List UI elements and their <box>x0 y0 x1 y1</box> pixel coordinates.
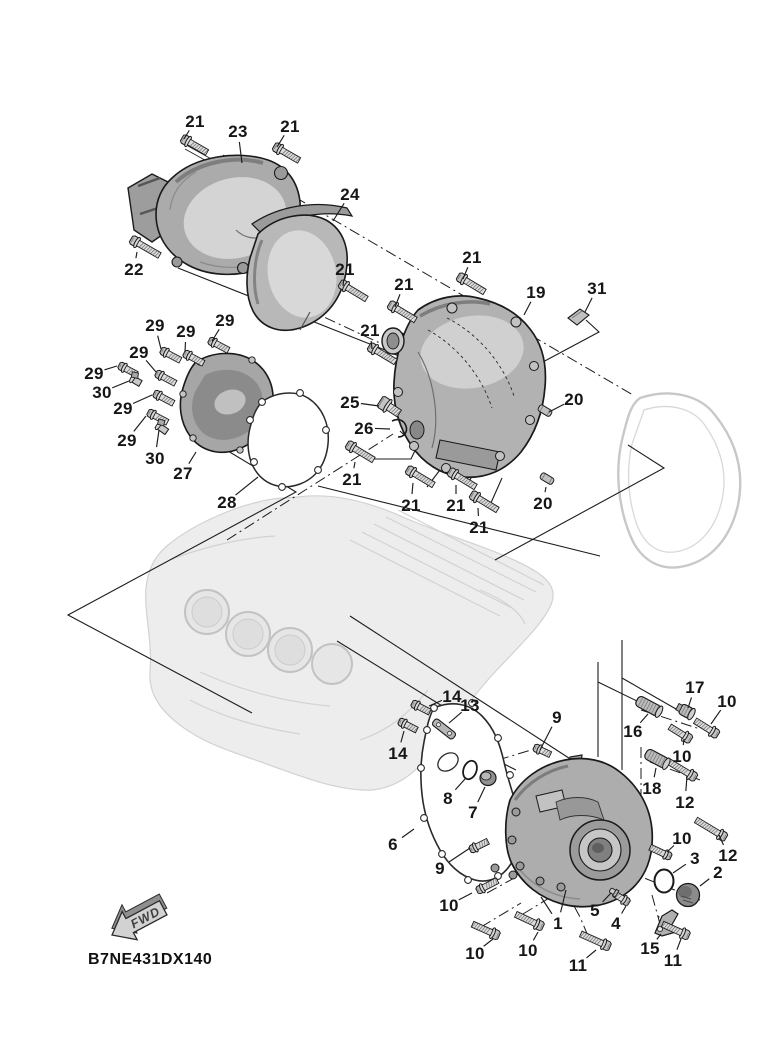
leader-line <box>105 366 117 370</box>
bolt-fastener <box>179 133 210 157</box>
o-ring-3 <box>655 870 674 893</box>
callout-30: 30 <box>92 383 112 402</box>
gasket-outline-faded <box>618 393 740 567</box>
collar-fastener <box>634 694 664 718</box>
callout-24: 24 <box>340 185 360 204</box>
cover-19 <box>382 296 545 477</box>
leader-line <box>711 710 721 724</box>
drawing-code: B7NE431DX140 <box>88 951 213 968</box>
leader-line <box>136 252 137 258</box>
leader-line <box>677 939 681 950</box>
callout-19: 19 <box>526 283 546 302</box>
leader-line <box>134 416 146 431</box>
leader-line <box>585 298 592 312</box>
callout-18: 18 <box>642 779 662 798</box>
cover-1 <box>491 755 652 907</box>
callout-21: 21 <box>394 275 414 294</box>
callout-30: 30 <box>145 449 165 468</box>
dowel-fastener <box>539 472 555 485</box>
callout-31: 31 <box>587 279 607 298</box>
callout-7: 7 <box>468 803 478 822</box>
callout-10: 10 <box>439 896 459 915</box>
bolt-fastener <box>693 815 729 843</box>
bolt-fastener <box>578 929 612 953</box>
callout-14: 14 <box>442 687 462 706</box>
plug-7 <box>480 771 496 786</box>
callout-1: 1 <box>553 914 563 933</box>
leader-line <box>654 768 656 777</box>
callout-22: 22 <box>124 260 144 279</box>
leader-line <box>375 428 390 429</box>
bolt-fastener <box>159 346 183 365</box>
callout-29: 29 <box>84 364 104 383</box>
callout-21: 21 <box>280 117 300 136</box>
callout-10: 10 <box>672 747 692 766</box>
collar2-fastener <box>674 701 696 721</box>
callout-11: 11 <box>663 951 683 970</box>
leader-line <box>549 404 564 412</box>
leader-line <box>402 829 414 838</box>
fwd-label: FWD <box>128 904 163 932</box>
leader-line <box>112 381 129 388</box>
callout-16: 16 <box>623 722 643 741</box>
leader-line <box>354 462 355 468</box>
callout-3: 3 <box>690 849 700 868</box>
leader-line <box>157 430 159 447</box>
leader-line <box>683 739 684 745</box>
cap-2 <box>677 884 700 907</box>
leader-line <box>533 932 538 940</box>
callout-15: 15 <box>640 939 660 958</box>
callout-9: 9 <box>552 708 562 727</box>
callout-20: 20 <box>564 390 584 409</box>
leader-line <box>146 360 156 372</box>
leader-line <box>524 302 531 315</box>
callout-26: 26 <box>354 419 374 438</box>
callout-23: 23 <box>228 122 248 141</box>
collar-fastener <box>643 747 672 770</box>
bolt-fastener <box>470 919 501 941</box>
leader-line <box>236 477 258 495</box>
bolt-fastener <box>271 141 302 165</box>
leader-line <box>133 395 152 404</box>
callout-21: 21 <box>462 248 482 267</box>
bolt-fastener <box>154 369 178 388</box>
leader-line <box>673 864 686 873</box>
leader-line <box>545 487 546 492</box>
callout-29: 29 <box>129 343 149 362</box>
fwd-arrow <box>102 887 174 949</box>
callout-11: 11 <box>568 956 588 975</box>
callout-21: 21 <box>469 518 489 537</box>
callout-21: 21 <box>360 321 380 340</box>
leader-line <box>484 939 493 946</box>
callout-13: 13 <box>460 696 480 715</box>
callout-10: 10 <box>672 829 692 848</box>
callout-21: 21 <box>401 496 421 515</box>
callout-21: 21 <box>185 112 205 131</box>
gasket-6 <box>418 700 522 884</box>
callout-5: 5 <box>590 901 600 920</box>
callout-2: 2 <box>713 863 723 882</box>
leader-line <box>412 483 413 494</box>
callout-10: 10 <box>465 944 485 963</box>
callout-8: 8 <box>443 789 453 808</box>
callout-10: 10 <box>518 941 538 960</box>
leader-line <box>700 879 709 886</box>
leader-line <box>361 404 379 406</box>
callout-29: 29 <box>145 316 165 335</box>
callout-12: 12 <box>718 846 738 865</box>
bolt-fastener <box>337 278 369 304</box>
callout-27: 27 <box>173 464 193 483</box>
leader-line <box>189 452 196 464</box>
callout-25: 25 <box>340 393 360 412</box>
callout-9: 9 <box>435 859 445 878</box>
callout-17: 17 <box>685 678 705 697</box>
leader-line <box>343 280 344 286</box>
callout-14: 14 <box>388 744 408 763</box>
bolt-fastener <box>207 336 231 355</box>
bolt-fastener <box>455 271 487 297</box>
callout-4: 4 <box>611 914 621 933</box>
callout-6: 6 <box>388 835 398 854</box>
leader-line <box>586 950 596 958</box>
bolt-fastener <box>404 464 436 490</box>
callout-29: 29 <box>113 399 133 418</box>
callout-29: 29 <box>215 311 235 330</box>
leader-line <box>158 336 161 349</box>
callout-29: 29 <box>176 322 196 341</box>
callout-29: 29 <box>117 431 137 450</box>
callout-21: 21 <box>342 470 362 489</box>
callout-20: 20 <box>533 494 553 513</box>
callout-28: 28 <box>217 493 237 512</box>
bolt-fastener <box>344 439 376 465</box>
bolt-fastener <box>513 909 545 932</box>
leader-line <box>459 893 472 900</box>
callout-12: 12 <box>675 793 695 812</box>
bolt-fastener <box>152 389 176 408</box>
callout-21: 21 <box>446 496 466 515</box>
bolt-fastener <box>386 299 418 325</box>
callout-10: 10 <box>717 692 737 711</box>
gasket-28 <box>247 390 330 491</box>
leader-line <box>622 906 626 914</box>
callout-21: 21 <box>335 260 355 279</box>
